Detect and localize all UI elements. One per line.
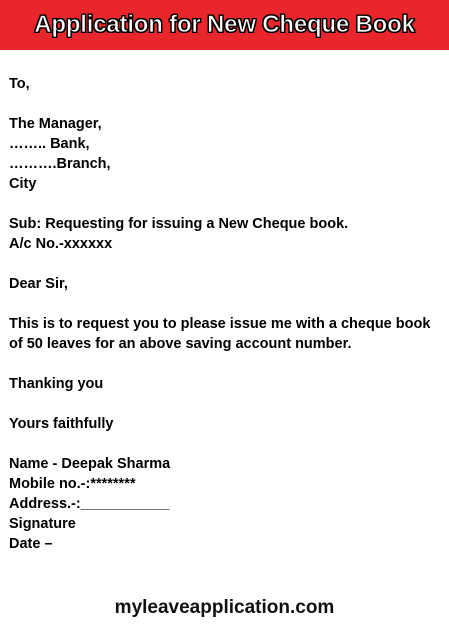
- greeting: Dear Sir,: [9, 276, 68, 292]
- bank-line: …….. Bank,: [9, 136, 90, 152]
- body-paragraph: This is to request you to please issue me with a cheque book of 50 leaves for an above saving account number.: [9, 316, 431, 352]
- thanks-line: Thanking you: [9, 376, 104, 392]
- spacer: [9, 394, 445, 414]
- closing-line: Yours faithfully: [9, 416, 114, 432]
- spacer: [9, 354, 445, 374]
- name-line: Name - Deepak Sharma: [9, 456, 171, 472]
- salutation-to: To,: [9, 76, 30, 92]
- spacer: [9, 294, 445, 314]
- signature-line: Signature: [9, 516, 76, 532]
- branch-line: ……….Branch,: [9, 156, 111, 172]
- account-line: A/c No.-xxxxxx: [9, 236, 113, 252]
- address-line: Address.-:___________: [9, 496, 170, 512]
- page-title: Application for New Cheque Book: [34, 11, 415, 38]
- spacer: [9, 94, 445, 114]
- mobile-line: Mobile no.-:********: [9, 476, 136, 492]
- website-footer: myleaveapplication.com: [114, 597, 335, 618]
- spacer: [9, 434, 445, 454]
- city-line: City: [9, 176, 37, 192]
- date-line: Date –: [9, 536, 53, 552]
- subject-line: Sub: Requesting for issuing a New Cheque book.: [9, 216, 349, 232]
- recipient-title: The Manager,: [9, 116, 102, 132]
- spacer: [9, 254, 445, 274]
- spacer: [9, 194, 445, 214]
- letter-body: [9, 74, 445, 554]
